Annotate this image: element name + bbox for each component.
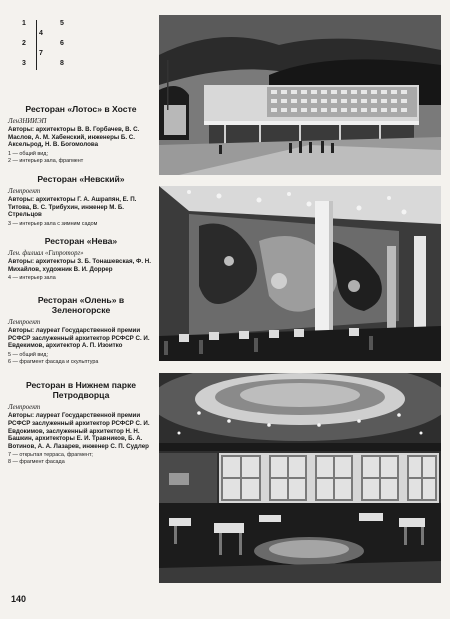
section-org: Ленпроект — [8, 188, 41, 196]
section-caption: 7 — открытая терраса, фрагмент; — [8, 452, 93, 459]
section-title: Ресторан в Нижнем парке Петродворца — [25, 379, 137, 401]
section-authors: Авторы: архитекторы З. Б. Тонашевская, Ф. Н. Михайлов, художник В. И. Доррер — [8, 258, 151, 273]
section-nevsky — [8, 174, 154, 228]
page-number: 140 — [11, 594, 27, 604]
index-number: 8 — [60, 60, 64, 67]
section-authors: Авторы: архитекторы В. В. Горбачев, В. С. Маслов, А. М. Хабенский, инженеры Б. С. Аксельрод, Н. В. Богомолова — [8, 126, 140, 149]
section-caption: 1 — общий вид; — [8, 151, 48, 157]
section-org: ЛенЗНИИЭП — [8, 118, 47, 126]
section-title: Ресторан «Невский» — [37, 174, 125, 185]
section-caption: 4 — интерьер зала — [8, 275, 56, 282]
section-title: Ресторан «Олень» в Зеленогорске — [37, 294, 125, 315]
photo-round-hall — [159, 373, 441, 583]
index-number: 4 — [39, 30, 43, 37]
section-lotos — [8, 104, 154, 165]
index-number: 5 — [60, 20, 64, 27]
section-caption: 5 — общий вид; — [8, 351, 48, 358]
section-org: Лен. филиал «Гипроторг» — [8, 250, 84, 258]
section-org: Ленпроект — [8, 404, 41, 412]
section-petrodvorets — [8, 380, 154, 466]
section-caption: 8 — фрагмент фасада — [8, 459, 65, 466]
section-authors: Авторы: архитекторы Г. А. Ашрапян, Е. П. Титова, В. С. Трибухин, инженер М. Б. Стрельцов — [8, 196, 137, 219]
section-olen — [8, 295, 154, 366]
photo-lotos-exterior — [159, 15, 441, 175]
section-authors: Авторы: лауреат Государственной премии РСФСР заслуженный архитектор РСФСР С. И. Евдекимов, архитектор А. П. Изоитко — [8, 327, 150, 350]
section-neva — [8, 236, 154, 282]
section-title: Ресторан «Лотос» в Хосте — [25, 104, 137, 114]
index-number: 6 — [60, 40, 64, 47]
index-divider — [36, 20, 37, 70]
section-authors: Авторы: лауреат Государственной премии РСФСР заслуженный архитектор РСФСР С. И. Евдокимов, заслуженный архитектор Н. Н. Башкин, архитекторы Е. И. Травников, Б. А. Вотинов, А. А. Лазарев, инженер С. П. Судлер — [8, 412, 150, 450]
section-title: Ресторан «Нева» — [44, 236, 118, 247]
index-number: 2 — [22, 40, 26, 47]
section-org: Ленпроект — [8, 319, 41, 327]
text-column — [8, 104, 154, 470]
index-number: 1 — [22, 20, 26, 27]
index-number: 7 — [39, 50, 43, 57]
index-number: 3 — [22, 60, 26, 67]
section-caption: 2 — интерьер зала, фрагмент — [8, 158, 84, 165]
section-caption: 6 — фрагмент фасада и скульптура — [8, 358, 99, 365]
section-caption: 3 — интерьер зала с зимним садом — [8, 221, 98, 228]
figure-index — [22, 20, 82, 70]
photo-interior-mosaic — [159, 186, 441, 361]
